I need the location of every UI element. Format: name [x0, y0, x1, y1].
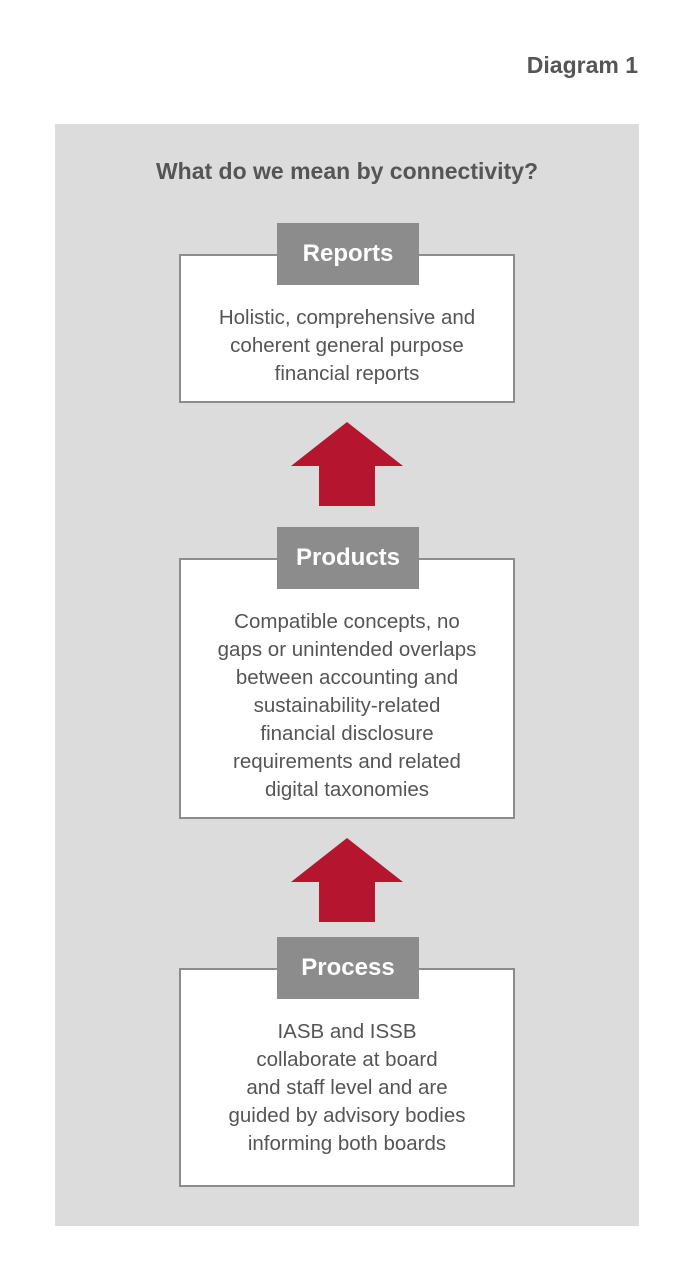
panel-title: What do we mean by connectivity? — [155, 158, 539, 184]
up-arrow-shape — [291, 838, 403, 922]
up-arrow-shape — [291, 422, 403, 506]
connectivity-panel — [55, 124, 639, 1226]
process-description: IASB and ISSB collaborate at board and staff level and are guided by advisory bodies informing both boards — [228, 1020, 466, 1155]
process-box — [179, 954, 515, 1187]
diagram-label: Diagram 1 — [526, 52, 638, 78]
products-box — [179, 544, 515, 819]
reports-heading: Reports — [277, 223, 419, 285]
process-heading: Process — [277, 937, 419, 999]
up-arrow-icon — [291, 422, 403, 506]
up-arrow-icon — [291, 838, 403, 922]
products-description: Compatible concepts, no gaps or unintended overlaps between accounting and sustainability-related financial disclosure requirements and related digital taxonomies — [217, 610, 477, 801]
reports-description: Holistic, comprehensive and coherent general purpose financial reports — [218, 306, 476, 385]
products-heading: Products — [277, 527, 419, 589]
reports-box — [179, 240, 515, 403]
